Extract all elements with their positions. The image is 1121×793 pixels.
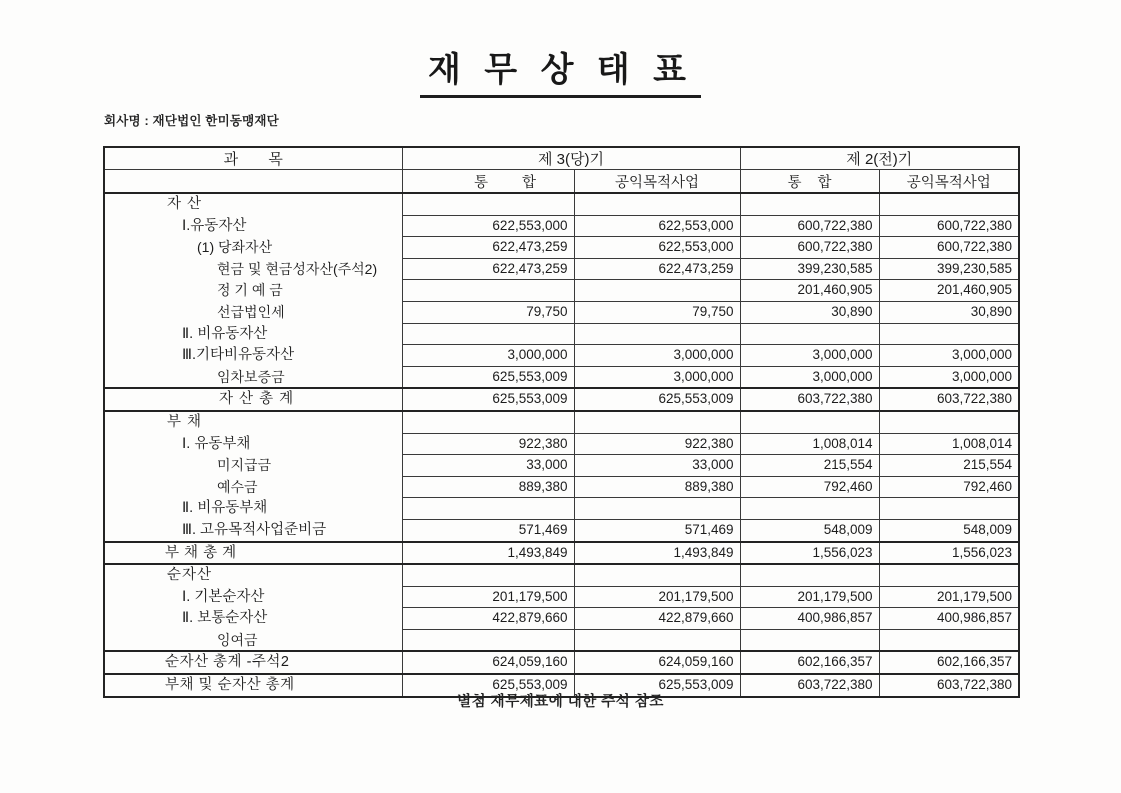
row-label: 순자산	[104, 564, 402, 586]
table-row	[104, 366, 1019, 388]
cell-value: 1,556,023	[740, 542, 879, 565]
table-row	[104, 476, 1019, 498]
cell-value	[402, 193, 574, 215]
cell-value: 625,553,009	[574, 674, 740, 697]
cell-value	[402, 280, 574, 302]
balance-sheet-table	[103, 146, 1020, 698]
cell-value: 3,000,000	[574, 366, 740, 388]
table-body	[104, 193, 1019, 697]
cell-value	[879, 564, 1019, 586]
table-row	[104, 586, 1019, 608]
cell-value	[879, 411, 1019, 433]
cell-value: 1,493,849	[574, 542, 740, 565]
cell-value: 201,179,500	[402, 586, 574, 608]
row-label: Ⅱ. 비유동부채	[104, 498, 402, 520]
cell-value	[879, 323, 1019, 345]
table-row	[104, 323, 1019, 345]
cell-value: 399,230,585	[879, 258, 1019, 280]
cell-value: 622,473,259	[574, 258, 740, 280]
cell-value	[574, 193, 740, 215]
cell-value: 889,380	[402, 476, 574, 498]
row-label: 부 채 총 계	[104, 542, 402, 565]
cell-value: 422,879,660	[402, 608, 574, 630]
cell-value: 33,000	[574, 455, 740, 477]
cell-value	[574, 323, 740, 345]
row-label: Ⅰ.유동자산	[104, 215, 402, 237]
cell-value: 548,009	[740, 519, 879, 541]
header-col-total-current: 통 합	[402, 170, 574, 194]
table-header	[104, 147, 1019, 193]
cell-value: 922,380	[574, 433, 740, 455]
cell-value: 548,009	[879, 519, 1019, 541]
header-col-public-current: 공익목적사업	[574, 170, 740, 194]
table-row	[104, 455, 1019, 477]
cell-value	[879, 193, 1019, 215]
cell-value	[574, 498, 740, 520]
table-row	[104, 411, 1019, 433]
page-title	[0, 42, 1121, 98]
page-title-text: 재 무 상 태 표	[420, 42, 701, 98]
cell-value: 600,722,380	[740, 237, 879, 259]
cell-value: 624,059,160	[574, 651, 740, 674]
cell-value: 79,750	[402, 301, 574, 323]
header-col-public-prior: 공익목적사업	[879, 170, 1019, 194]
footnote: 별첨 재무제표에 대한 주석 참조	[457, 694, 664, 710]
cell-value: 602,166,357	[740, 651, 879, 674]
cell-value: 201,179,500	[740, 586, 879, 608]
cell-value	[574, 280, 740, 302]
row-label: 순자산 총계 -주석2	[104, 651, 402, 674]
cell-value: 622,553,000	[574, 215, 740, 237]
row-label: Ⅰ. 유동부채	[104, 433, 402, 455]
cell-value: 600,722,380	[879, 237, 1019, 259]
row-label: Ⅲ.기타비유동자산	[104, 345, 402, 367]
cell-value: 603,722,380	[879, 388, 1019, 411]
cell-value	[574, 629, 740, 651]
cell-value: 33,000	[402, 455, 574, 477]
cell-value: 201,460,905	[879, 280, 1019, 302]
header-period-prior: 제 2(전)기	[740, 147, 1019, 170]
table-row	[104, 345, 1019, 367]
cell-value: 603,722,380	[740, 388, 879, 411]
cell-value: 3,000,000	[879, 345, 1019, 367]
table-row	[104, 237, 1019, 259]
cell-value: 215,554	[740, 455, 879, 477]
table-row	[104, 280, 1019, 302]
cell-value: 625,553,009	[402, 388, 574, 411]
cell-value: 215,554	[879, 455, 1019, 477]
row-label: Ⅱ. 비유동자산	[104, 323, 402, 345]
cell-value: 201,179,500	[574, 586, 740, 608]
cell-value: 603,722,380	[740, 674, 879, 697]
cell-value: 600,722,380	[879, 215, 1019, 237]
company-name: 회사명 : 재단법인 한미동맹재단	[104, 114, 279, 128]
cell-value	[740, 629, 879, 651]
table-row	[104, 519, 1019, 541]
header-col-total-prior: 통 합	[740, 170, 879, 194]
cell-value: 30,890	[879, 301, 1019, 323]
cell-value: 622,473,259	[402, 237, 574, 259]
table-row	[104, 629, 1019, 651]
cell-value: 622,553,000	[402, 215, 574, 237]
table-row	[104, 651, 1019, 674]
table-row	[104, 542, 1019, 565]
cell-value: 622,553,000	[574, 237, 740, 259]
cell-value: 603,722,380	[879, 674, 1019, 697]
cell-value	[402, 564, 574, 586]
table-row	[104, 564, 1019, 586]
cell-value: 3,000,000	[740, 345, 879, 367]
cell-value: 201,179,500	[879, 586, 1019, 608]
cell-value	[879, 629, 1019, 651]
cell-value	[402, 323, 574, 345]
row-label: Ⅱ. 보통순자산	[104, 608, 402, 630]
cell-value: 1,008,014	[740, 433, 879, 455]
row-label: (1) 당좌자산	[104, 237, 402, 259]
cell-value	[402, 498, 574, 520]
row-label: 선급법인세	[104, 301, 402, 323]
cell-value	[574, 564, 740, 586]
cell-value: 602,166,357	[879, 651, 1019, 674]
cell-value: 571,469	[402, 519, 574, 541]
row-label: 부 채	[104, 411, 402, 433]
cell-value: 1,556,023	[879, 542, 1019, 565]
cell-value	[740, 323, 879, 345]
cell-value	[574, 411, 740, 433]
row-label: 자 산 총 계	[104, 388, 402, 411]
cell-value: 792,460	[879, 476, 1019, 498]
cell-value: 889,380	[574, 476, 740, 498]
row-label: 예수금	[104, 476, 402, 498]
cell-value: 625,553,009	[574, 388, 740, 411]
cell-value: 1,493,849	[402, 542, 574, 565]
table-row	[104, 498, 1019, 520]
cell-value: 625,553,009	[402, 674, 574, 697]
cell-value: 3,000,000	[574, 345, 740, 367]
row-label: Ⅰ. 기본순자산	[104, 586, 402, 608]
row-label: 자 산	[104, 193, 402, 215]
cell-value	[740, 498, 879, 520]
cell-value	[402, 629, 574, 651]
cell-value: 3,000,000	[402, 345, 574, 367]
cell-value	[740, 564, 879, 586]
table-row	[104, 215, 1019, 237]
cell-value: 3,000,000	[740, 366, 879, 388]
cell-value: 922,380	[402, 433, 574, 455]
table-row	[104, 258, 1019, 280]
cell-value: 400,986,857	[879, 608, 1019, 630]
header-period-current: 제 3(당)기	[402, 147, 740, 170]
cell-value	[740, 193, 879, 215]
cell-value: 400,986,857	[740, 608, 879, 630]
row-label: Ⅲ. 고유목적사업준비금	[104, 519, 402, 541]
header-account-blank	[104, 170, 402, 194]
row-label: 현금 및 현금성자산(주석2)	[104, 258, 402, 280]
header-row-periods	[104, 147, 1019, 170]
cell-value: 624,059,160	[402, 651, 574, 674]
table-row	[104, 388, 1019, 411]
cell-value: 30,890	[740, 301, 879, 323]
cell-value: 3,000,000	[879, 366, 1019, 388]
cell-value: 792,460	[740, 476, 879, 498]
cell-value: 79,750	[574, 301, 740, 323]
cell-value: 625,553,009	[402, 366, 574, 388]
row-label: 미지급금	[104, 455, 402, 477]
header-row-columns	[104, 170, 1019, 194]
cell-value	[879, 498, 1019, 520]
table-row	[104, 301, 1019, 323]
cell-value: 600,722,380	[740, 215, 879, 237]
row-label: 잉여금	[104, 629, 402, 651]
cell-value	[402, 411, 574, 433]
row-label: 임차보증금	[104, 366, 402, 388]
cell-value	[740, 411, 879, 433]
cell-value: 622,473,259	[402, 258, 574, 280]
row-label: 부채 및 순자산 총계	[104, 674, 402, 697]
table-row	[104, 433, 1019, 455]
header-account: 과 목	[104, 147, 402, 170]
cell-value: 201,460,905	[740, 280, 879, 302]
cell-value: 422,879,660	[574, 608, 740, 630]
table-row	[104, 608, 1019, 630]
table-row	[104, 193, 1019, 215]
cell-value: 1,008,014	[879, 433, 1019, 455]
cell-value: 399,230,585	[740, 258, 879, 280]
cell-value: 571,469	[574, 519, 740, 541]
row-label: 정 기 예 금	[104, 280, 402, 302]
